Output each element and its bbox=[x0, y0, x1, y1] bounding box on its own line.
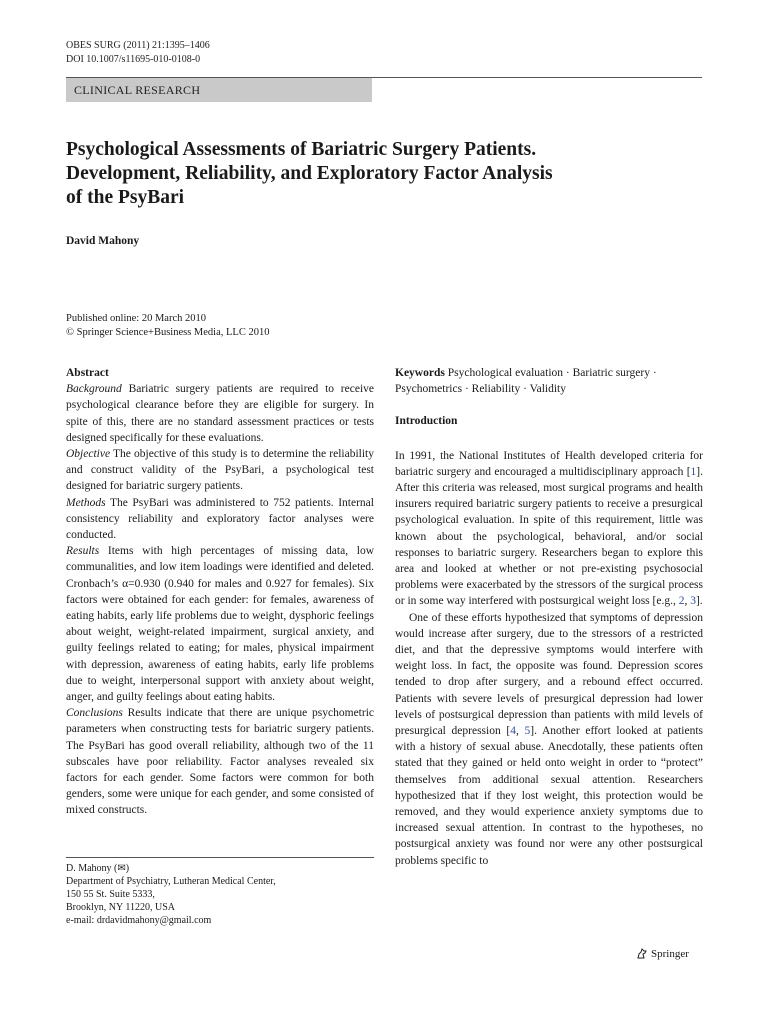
publisher-name: Springer bbox=[651, 948, 689, 960]
text-run: ]. Another effort looked at patients with a history of sexual abuse. Anecdotally, these patients often stated that they gained or held onto weight in order to “protect” themselves from additional sexual attention. Researchers hypothesized that if they lost weight, this protection would be removed, and they would experience anxiety symptoms due to increased sexual attention. In contrast to the hypotheses, no postsurgical anxiety was found nor were any other postsurgical problems specific to bbox=[395, 725, 704, 867]
methods-label: Methods bbox=[66, 496, 106, 509]
abstract-heading: Abstract bbox=[66, 367, 109, 379]
keywords-text: Psychological evaluation · Bariatric surgery · Psychometrics · Reliability · Validity bbox=[395, 367, 657, 396]
abstract-objective bbox=[66, 446, 374, 495]
text-run: In 1991, the National Institutes of Health developed criteria for bariatric surgery and encouraged a multidisciplinary approach [ bbox=[395, 449, 703, 478]
journal-header bbox=[66, 39, 210, 67]
springer-horse-icon bbox=[636, 948, 648, 960]
affiliation-dept: Department of Psychiatry, Lutheran Medical Center, bbox=[66, 876, 276, 887]
objective-text: The objective of this study is to determine the reliability and construct validity of the PsyBari, a psychological test designed for bariatric surgery patients. bbox=[66, 448, 374, 493]
affiliation-street: 150 55 St. Suite 5333, bbox=[66, 889, 155, 900]
text-run: One of these efforts hypothesized that symptoms of depression would increase after surgery, due to the stressors of a restricted diet, and that the depressive symptoms would interfere with weight loss. In fact, the opposite was found. Depression scores tended to drop after surgery, and a rebound effect occurred. Patients with severe levels of presurgical depression had lower levels of postsurgical depression than patients with mild levels of presurgical depression [ bbox=[395, 611, 703, 738]
citation-link[interactable]: 4 bbox=[510, 725, 516, 738]
keywords bbox=[395, 365, 703, 397]
author-affiliation bbox=[66, 862, 374, 927]
affiliation-email[interactable]: e-mail: drdavidmahony@gmail.com bbox=[66, 915, 212, 926]
text-run: , bbox=[515, 725, 525, 738]
abstract-background bbox=[66, 381, 374, 446]
text-run: ]. After this criteria was released, most surgical programs and health insurers required bariatric surgery patients to receive a presurgical psychological evaluation. In spite of this requirement, little was known about the psychological, behavioral, and/or social responses to bariatric surgery. Researchers began to explore this area and looked at whether or not pre-existing psychosocial problems were exacerbated by the stressors of the surgical process or in some way interfered with postsurgical weight loss [e.g., bbox=[395, 465, 703, 608]
section-label: CLINICAL RESEARCH bbox=[66, 78, 372, 102]
abstract-methods bbox=[66, 495, 374, 544]
published-date: Published online: 20 March 2010 bbox=[66, 313, 206, 324]
results-label: Results bbox=[66, 545, 100, 558]
citation-link[interactable]: 1 bbox=[690, 465, 697, 478]
journal-citation: OBES SURG (2011) 21:1395–1406 bbox=[66, 40, 210, 51]
text-run: , bbox=[684, 595, 691, 608]
background-label: Background bbox=[66, 383, 122, 396]
objective-label: Objective bbox=[66, 448, 111, 461]
introduction-heading: Introduction bbox=[395, 415, 458, 428]
author-name: David Mahony bbox=[66, 235, 140, 247]
abstract bbox=[66, 365, 374, 819]
text-run: ]. bbox=[695, 595, 703, 608]
affiliation-city: Brooklyn, NY 11220, USA bbox=[66, 902, 175, 913]
intro-paragraph-2 bbox=[395, 610, 703, 869]
article-title bbox=[66, 138, 686, 210]
methods-text: The PsyBari was administered to 752 patients. Internal consistency reliability and exploratory factor analyses were conducted. bbox=[66, 496, 374, 542]
title-line: of the PsyBari bbox=[66, 187, 185, 208]
conclusions-text: Results indicate that there are unique psychometric parameters when constructing tests for bariatric surgery patients. The PsyBari has good overall reliability, although two of the 11 subscales have poor reliability. Factor analyses revealed six factors for each gender. Some factors were common for both genders, some were unique for each gender, and some consisted of mixed constructs. bbox=[66, 707, 374, 817]
abstract-results bbox=[66, 543, 374, 705]
citation-link[interactable]: 5 bbox=[524, 725, 531, 738]
title-line: Development, Reliability, and Exploratory Factor Analysis bbox=[66, 163, 553, 184]
conclusions-label: Conclusions bbox=[66, 707, 123, 720]
affiliation-name: D. Mahony (✉) bbox=[66, 863, 130, 874]
publication-info bbox=[66, 312, 269, 340]
affiliation-rule bbox=[66, 857, 374, 858]
keywords-heading: Keywords bbox=[395, 367, 445, 379]
title-line: Psychological Assessments of Bariatric Surgery Patients. bbox=[66, 139, 537, 160]
intro-paragraph-1 bbox=[395, 448, 703, 610]
right-column bbox=[395, 365, 703, 869]
background-text: Bariatric surgery patients are required to receive psychological clearance before they are eligible for surgery. In spite of this, there are no standard assessment practices or tests designed specifically for these evaluations. bbox=[66, 383, 374, 444]
copyright: © Springer Science+Business Media, LLC 2010 bbox=[66, 327, 270, 338]
publisher-logo bbox=[636, 948, 689, 960]
abstract-conclusions bbox=[66, 705, 374, 818]
citation-link[interactable]: 3 bbox=[690, 595, 696, 608]
results-text: Items with high percentages of missing data, low communalities, and low item loadings were identified and deleted. Cronbach’s α=0.930 (0.940 for males and 0.927 for females). Six factors were obtained for each gender: for females, awareness of eating habits, early life problems due to weight, dysphoric feelings about weight, weight-related impairment, surgical anxiety, and guilty feelings related to eating; for males, physical impairment with depression, awareness of eating habits, early life problems due to weight, interpersonal support with anxiety about weight, anger, and guilty feelings about eating habits. bbox=[66, 545, 374, 704]
doi: DOI 10.1007/s11695-010-0108-0 bbox=[66, 54, 201, 65]
citation-link[interactable]: 2 bbox=[678, 595, 685, 608]
